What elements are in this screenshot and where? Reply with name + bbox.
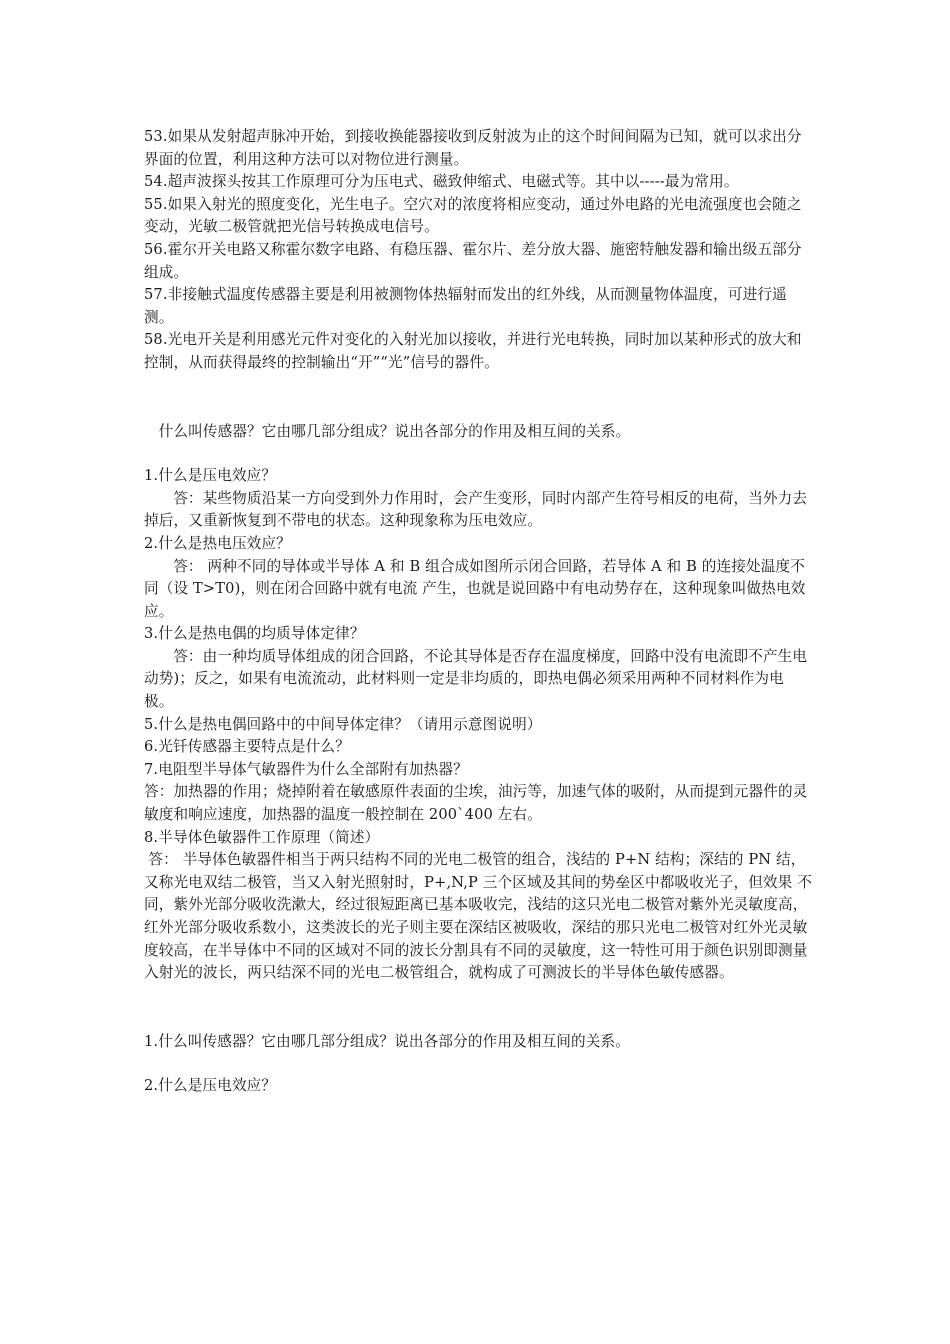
review-question-2: 2.什么是压电效应？ xyxy=(144,1077,277,1095)
document-body xyxy=(144,126,812,1098)
question-7: 7.电阻型半导体气敏器件为什么全部附有加热器？ xyxy=(144,760,468,778)
question-5: 5.什么是热电偶回路中的中间导体定律？（请用示意图说明） xyxy=(144,715,542,733)
item-56: 56.霍尔开关电路又称霍尔数字电路、有稳压器、霍尔片、差分放大器、施密特触发器和输出级五部分组成。 xyxy=(144,240,802,281)
answer-3: 答：由一种均质导体组成的闭合回路，不论其导体是否存在温度梯度，回路中没有电流即不产生电动势)；反之，如果有电流流动，此材料则一定是非均质的，即热电偶必须采用两种不同材料作为电极。 xyxy=(144,647,808,711)
item-53: 53.如果从发射超声脉冲开始，到接收换能器接收到反射波为止的这个时间间隔为已知，就可以求出分界面的位置，利用这种方法可以对物位进行测量。 xyxy=(144,128,802,168)
question-1: 1.什么是压电效应？ xyxy=(144,467,277,485)
section-heading: 什么叫传感器？它由哪几部分组成？说出各部分的作用及相互间的关系。 xyxy=(158,422,631,440)
question-3: 3.什么是热电偶的均质导体定律？ xyxy=(144,625,365,643)
question-6: 6.光钎传感器主要特点是什么？ xyxy=(144,738,350,756)
review-question-1: 1.什么叫传感器？它由哪几部分组成？说出各部分的作用及相互间的关系。 xyxy=(144,1032,631,1050)
item-57: 57.非接触式温度传感器主要是利用被测物体热辐射而发出的红外线，从而测量物体温度，可进行遥测。 xyxy=(144,286,787,326)
answer-1: 答：某些物质沿某一方向受到外力作用时，会产生变形，同时内部产生符号相反的电荷，当外力去掉后，又重新恢复到不带电的状态。这种现象称为压电效应。 xyxy=(144,489,808,530)
spacer xyxy=(144,1053,812,1075)
question-8: 8.半导体色敏器件工作原理（简述） xyxy=(144,828,380,846)
spacer xyxy=(144,443,812,465)
item-54: 54.超声波探头按其工作原理可分为压电式、磁致伸缩式、电磁式等。其中以-----最为常用。 xyxy=(144,173,739,191)
spacer xyxy=(144,985,812,1031)
spacer xyxy=(144,375,812,421)
question-2: 2.什么是热电压效应？ xyxy=(144,534,291,552)
answer-7: 答：加热器的作用；烧掉附着在敏感原件表面的尘埃，油污等，加速气体的吸附，从而提到元器件的灵敏度和响应速度，加热器的温度一般控制在 200`400 左右。 xyxy=(144,783,808,824)
answer-8: 答： 半导体色敏器件相当于两只结构不同的光电二极管的组合，浅结的 P+N 结构；深结的 PN 结，又称光电双结二极管，当又入射光照射时，P+,N,P 三个区域及其间的势垒区中都吸收光子，但效果 不同，紫外光部分吸收洗漱大，经过很短距离已基本吸收完，浅结的这只光电二极管对紫外光灵敏度高，红外光部分吸收系数小，这类波长的光子则主要在深结区被吸收，深结的那只光电二极管对红外光灵敏度较高，在半导体中不同的区域对不同的波长分割具有不同的灵敏度，这一特性可用于颜色识别即测量入射光的波长，两只结深不同的光电二极管组合，就构成了可测波长的半导体色敏传感器。 xyxy=(144,851,812,982)
answer-2: 答： 两种不同的导体或半导体 A 和 B 组合成如图所示闭合回路，若导体 A 和 B 的连接处温度不同（设 T>T0)，则在闭合回路中就有电流 产生，也就是说回路中有电动势存在，这种现象叫做热电效应。 xyxy=(144,557,806,620)
item-58: 58.光电开关是利用感光元件对变化的入射光加以接收，并进行光电转换，同时加以某种形式的放大和控制，从而获得最终的控制输出“开”“光”信号的器件。 xyxy=(144,331,802,371)
item-55: 55.如果入射光的照度变化，光生电子。空穴对的浓度将相应变动，通过外电路的光电流强度也会随之变动，光敏二极管就把光信号转换成电信号。 xyxy=(144,195,802,236)
